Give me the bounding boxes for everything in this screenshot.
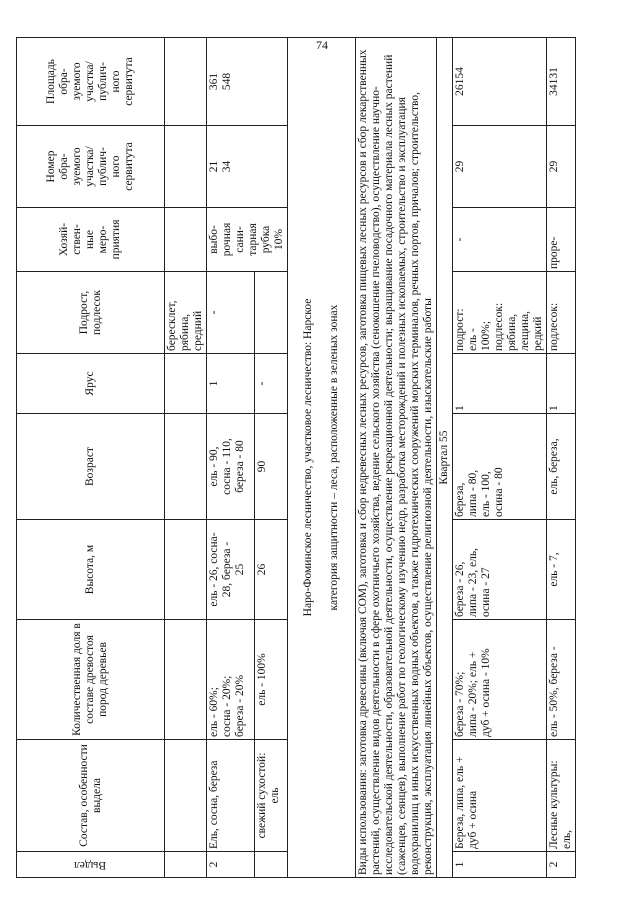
cell-vysota — [165, 520, 207, 620]
cell-yarus: 1 — [547, 354, 576, 414]
kvartal-row — [437, 38, 453, 878]
cell-dolya: ель - 50%, береза - — [547, 620, 576, 740]
header-row — [17, 38, 165, 878]
cell-vydel — [254, 852, 287, 878]
cell-sostav: Ель, сосна, береза — [207, 740, 255, 852]
cell-vysota: ель - 7, — [547, 520, 576, 620]
cell-yarus: - — [254, 354, 287, 414]
table-row — [547, 38, 576, 878]
header-vydel: Выдел — [17, 852, 165, 878]
header-dolya: Количественная доля в составе древостоя пород деревьев — [17, 620, 165, 740]
table-row — [453, 38, 547, 878]
forestry-row — [288, 38, 356, 878]
header-vysota: Высота, м — [17, 520, 165, 620]
header-vozrast: Возраст — [17, 414, 165, 520]
forest-table — [16, 37, 576, 878]
cell-yarus — [165, 354, 207, 414]
cell-nomer — [165, 126, 207, 208]
cell-podrost: подлесок: — [547, 272, 576, 354]
cell-ploshad: 34131 — [547, 38, 576, 126]
cell-dolya — [165, 620, 207, 740]
cell-meropr: - — [453, 208, 547, 272]
cell-ploshad — [165, 38, 207, 126]
cell-dolya: ель - 60%; сосна - 20%; береза - 20% — [207, 620, 255, 740]
cell-vysota: береза - 26, липа - 23, ель, осина - 27 — [453, 520, 547, 620]
header-yarus: Ярус — [17, 354, 165, 414]
cell-meropr — [165, 208, 207, 272]
cell-vysota: 26 — [254, 520, 287, 620]
cell-sostav — [165, 740, 207, 852]
cell-vozrast — [165, 414, 207, 520]
rotated-table-container — [16, 38, 573, 878]
forestry-name: Наро-Фоминское лесничество, участковое лесничество: Нарское — [302, 298, 314, 617]
cell-vysota: ель - 26, сосна- 28, береза - 25 — [207, 520, 255, 620]
protection-category: категория защитности – леса, расположенные в зеленых зонах — [328, 304, 340, 611]
cell-podrost: бересклет, рябина, средний — [165, 272, 207, 354]
cell-podrost: - — [207, 272, 255, 354]
cell-dolya: ель - 100% — [254, 620, 287, 740]
cell-yarus: 1 — [207, 354, 255, 414]
header-meropr: Хозяй- ствен- ные меро- приятия — [17, 208, 165, 272]
cell-vydel: 2 — [207, 852, 255, 878]
cell-vydel — [165, 852, 207, 878]
cell-vydel: 1 — [453, 852, 547, 878]
cell-podrost — [254, 272, 287, 354]
cell-podrost: подрост: ель - 100%; подлесок: рябина, лещина, редкий — [453, 272, 547, 354]
cell-nomer: 21 34 — [207, 126, 288, 208]
header-podrost: Подрост, подлесок — [17, 272, 165, 354]
cell-vozrast: ель, береза, — [547, 414, 576, 520]
cell-yarus: 1 — [453, 354, 547, 414]
cell-ploshad: 26154 — [453, 38, 547, 126]
header-ploshad: Площадь обра- зуемого участка/ публич- ного сервитута — [17, 38, 165, 126]
cell-meropr: выбо- рочная сани- тарная рубка 10% — [207, 208, 288, 272]
cell-ploshad: 361 548 — [207, 38, 288, 126]
cell-nomer: 29 — [547, 126, 576, 208]
cell-vydel: 2 — [547, 852, 576, 878]
page-number: 74 — [316, 38, 328, 52]
cell-nomer: 29 — [453, 126, 547, 208]
header-sostav: Состав, особенности выдела — [17, 740, 165, 852]
cell-sostav: Береза, липа, ель + дуб + осина — [453, 740, 547, 852]
cell-dolya: береза - 70%; липа - 20%; ель + дуб + осина - 10% — [453, 620, 547, 740]
cell-vozrast: 90 — [254, 414, 287, 520]
cell-vozrast: береза, липа - 80, ель - 100, осина - 80 — [453, 414, 547, 520]
kvartal-label: Квартал 55 — [437, 38, 453, 878]
header-nomer: Номер обра- зуемого участка/ публич- ного сервитута — [17, 126, 165, 208]
table-row — [207, 38, 255, 878]
cell-meropr: прорe- — [547, 208, 576, 272]
cell-sostav: Лесные культуры: ель, — [547, 740, 576, 852]
table-row — [165, 38, 207, 878]
forestry-cell — [288, 38, 356, 878]
usage-text: Виды использования: заготовка древесины (включая СОМ), заготовка и сбор недревесных лесных ресурсов, заготовка пищевых лесных ресурсов и сбор лекарственных растений, осуществление видов деятельности в сфере охотничьего хозяйства, ведение сельского хозяйства (сенокошение пчеловодство), осуществление научно-исследовательской деятельности, образовательной деятельности, осуществление рекреационной деятельности; выращивание посадочного материала лесных растений (саженцев, сеянцев), выполнение работ по геологическому изучению недр, разработка месторождений и полезных ископаемых, строительство и эксплуатация водохранилищ и иных искусственных водных объектов, а также гидротехнических сооружений морских терминалов, речных портов, причалов; строительство, реконструкция, эксплуатация линейных объектов, осуществление религиозной деятельности, изыскательские работы — [356, 38, 437, 878]
cell-sostav: свежий сухостой: ель — [254, 740, 287, 852]
cell-vozrast: ель - 90, сосна - 110, береза - 80 — [207, 414, 255, 520]
usage-row — [356, 38, 437, 878]
